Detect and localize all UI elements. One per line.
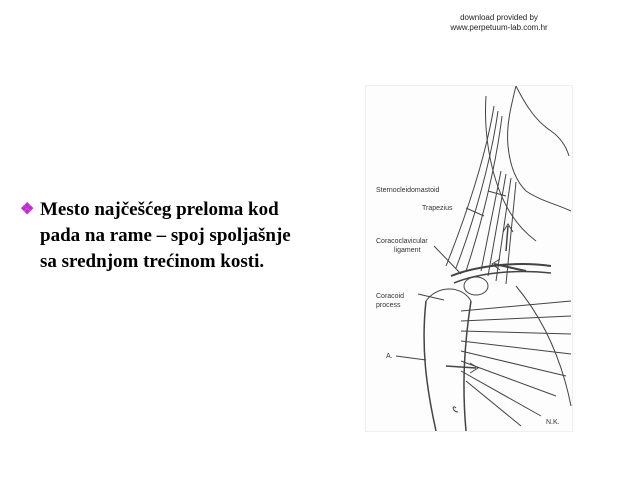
pectoral-fiber <box>461 351 566 376</box>
clavicle-lower <box>454 271 551 283</box>
humerus-outer <box>424 301 436 431</box>
jaw-line <box>526 191 571 211</box>
shoulder-anatomy-drawing <box>366 86 572 431</box>
bullet-line-2: pada na rame – spoj spoljašnje <box>40 225 291 246</box>
humerus-head <box>426 289 471 301</box>
label-coracoclavicular-1: Coracoclavicular <box>376 238 428 245</box>
face-outline <box>516 86 569 156</box>
trapezius-strand <box>456 111 498 268</box>
credit-line-1: download provided by <box>460 13 538 22</box>
shoulder-joint <box>464 277 488 295</box>
pectoral-fiber <box>461 316 571 321</box>
pectoral-fiber <box>461 301 571 311</box>
label-coracoclavicular-2: ligament <box>394 247 421 254</box>
leader-line <box>396 356 426 360</box>
label-a: A. <box>386 353 393 360</box>
arrow-up <box>506 226 508 251</box>
bullet-line-3: sa srednjom trećinom kosti. <box>40 251 265 272</box>
pectoral-fiber <box>466 381 521 426</box>
credit-line-2: www.perpetuum-lab.com.hr <box>450 23 548 32</box>
anatomy-illustration <box>365 85 573 432</box>
arrow-right <box>446 366 476 368</box>
leader-line <box>434 246 461 274</box>
label-sternocleidomastoid: Sternocleidomastoid <box>376 187 440 194</box>
pectoral-fiber <box>461 341 571 354</box>
download-credit <box>424 13 574 33</box>
pectoral-fiber <box>461 331 571 334</box>
label-signature: N.K. <box>546 419 560 426</box>
label-trapezius: Trapezius <box>422 205 453 212</box>
diamond-bullet-icon: ❖ <box>20 201 35 218</box>
label-coracoid-2: process <box>376 302 401 309</box>
leader-line <box>466 208 484 216</box>
label-coracoid-1: Coracoid <box>376 293 405 300</box>
bullet-line-1: Mesto najčešćeg preloma kod <box>40 199 279 220</box>
curve-mark <box>453 407 458 412</box>
head-outline <box>508 86 526 191</box>
bullet-point <box>20 197 350 275</box>
